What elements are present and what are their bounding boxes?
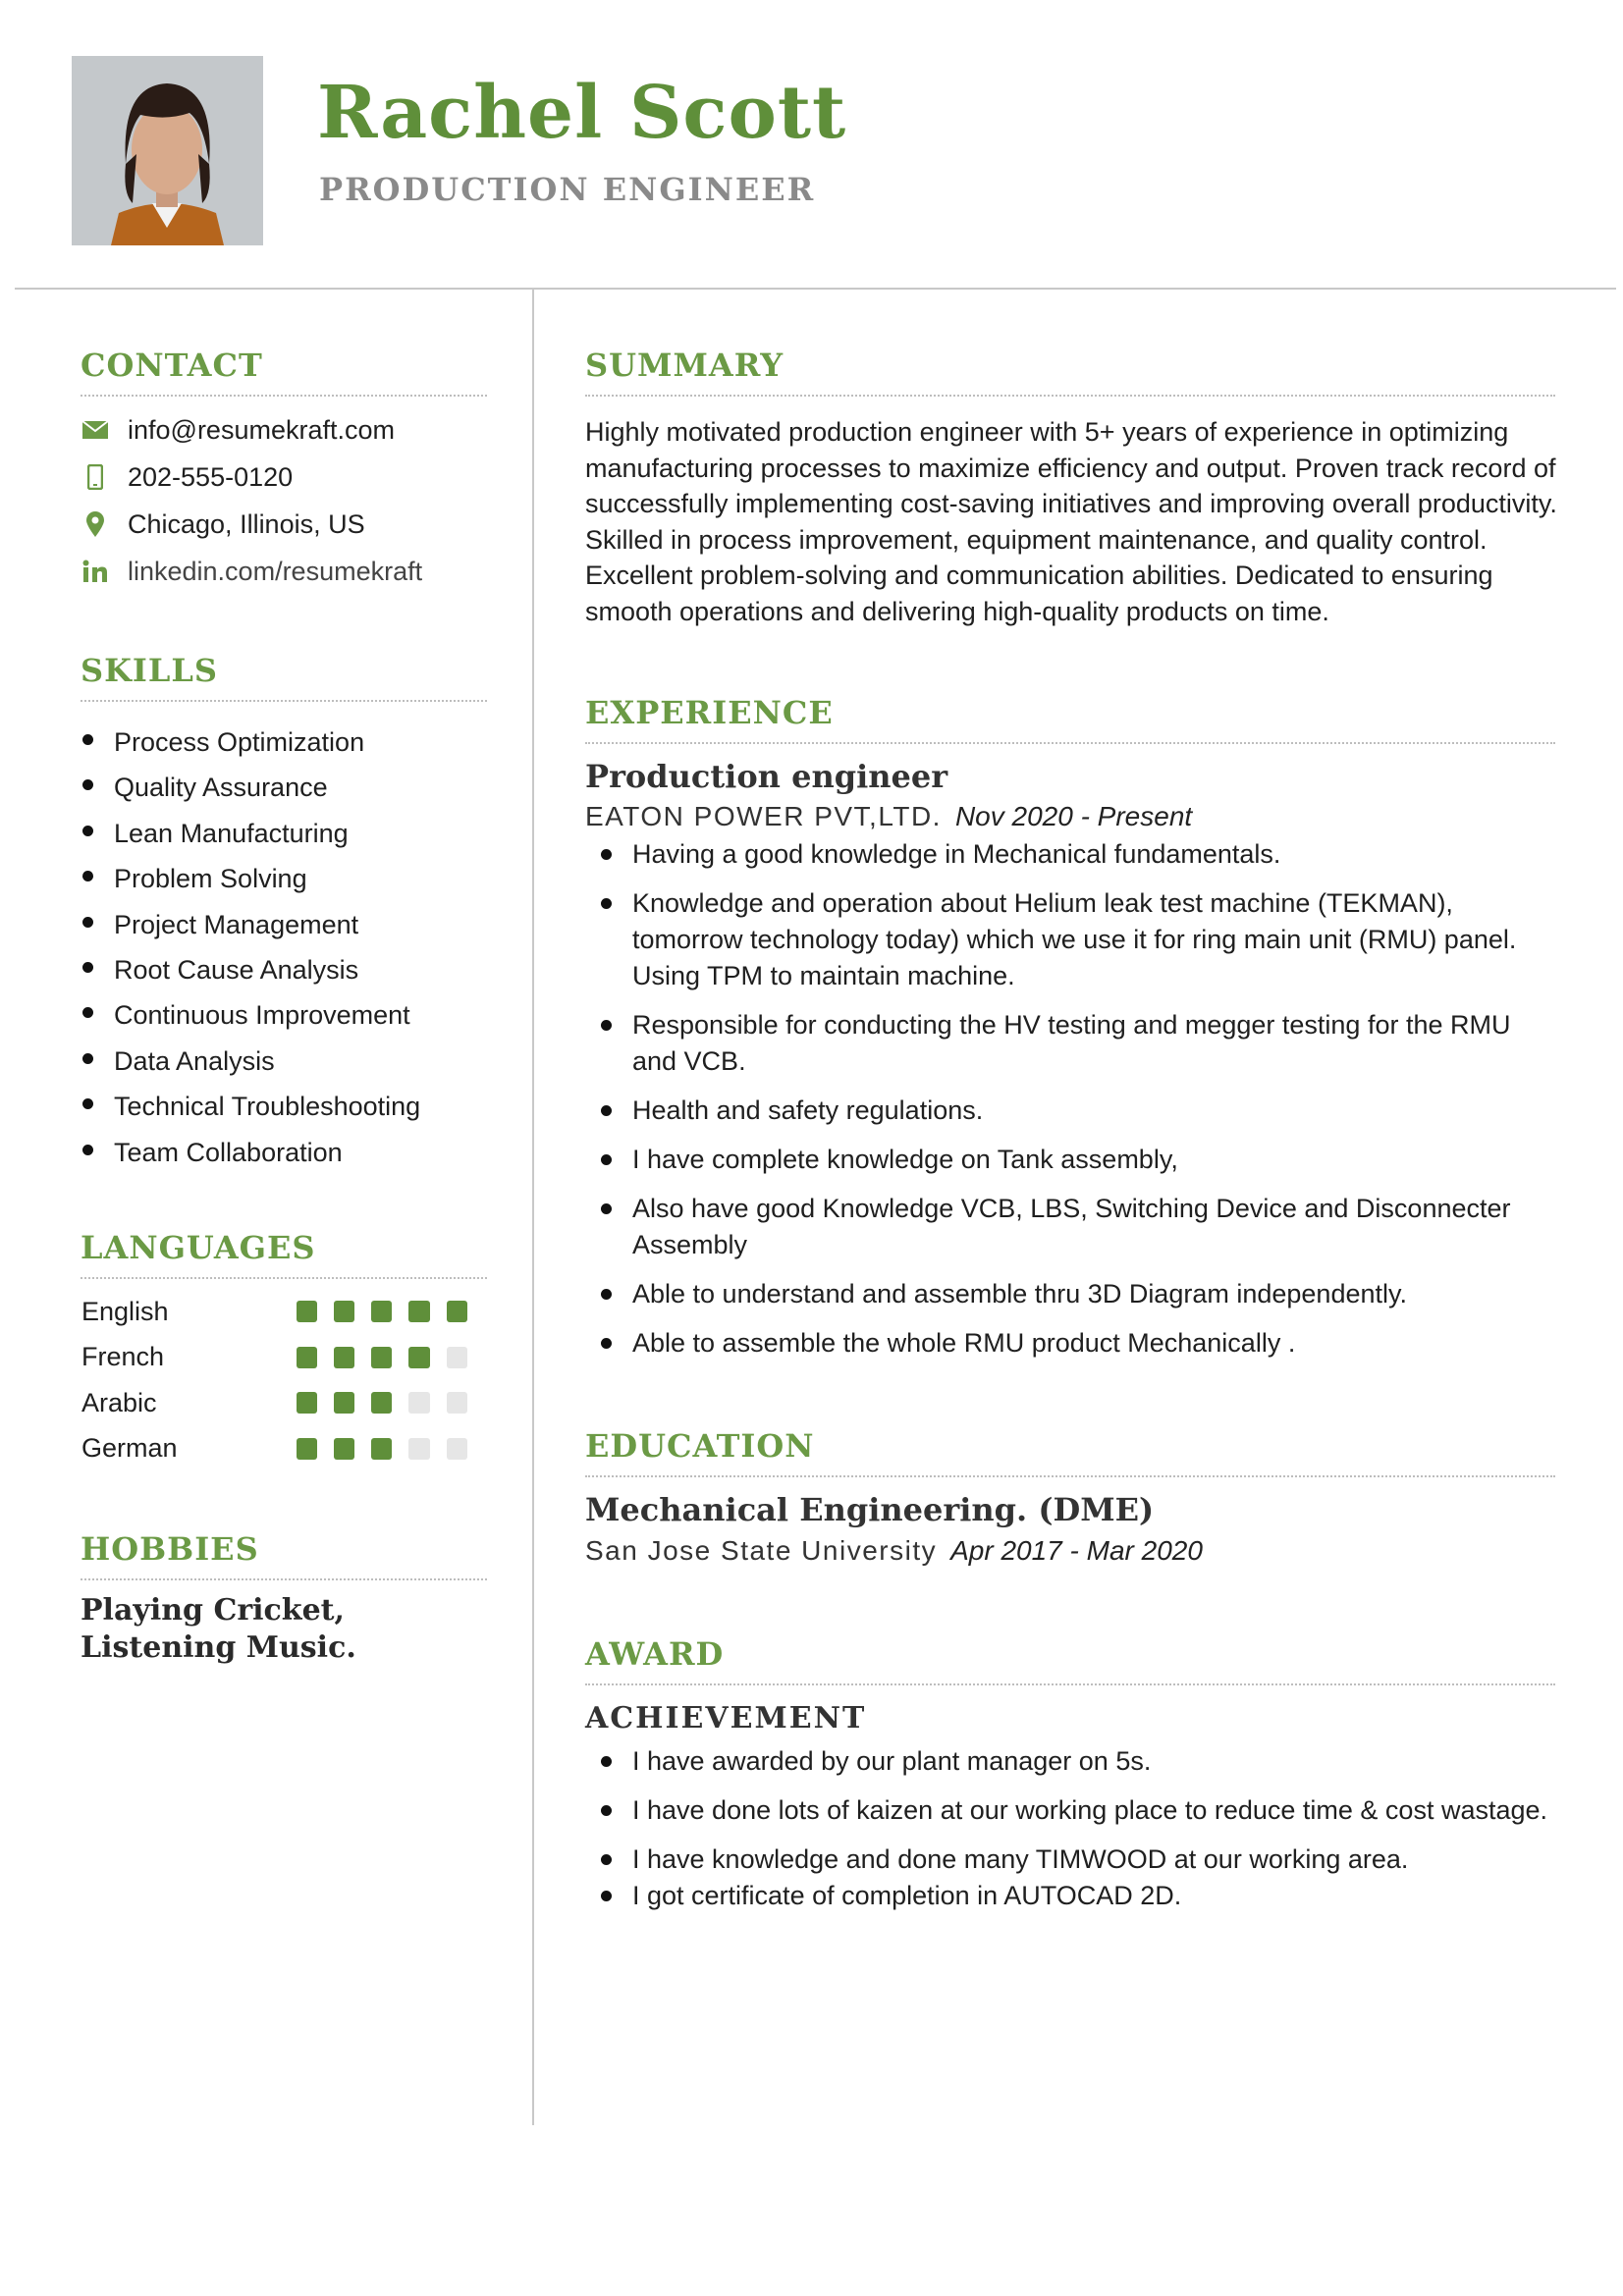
phone-icon: [81, 462, 110, 492]
phone-text[interactable]: 202-555-0120: [128, 461, 294, 492]
contact-linkedin: [81, 552, 422, 591]
proficiency-square-filled: [408, 1301, 429, 1322]
proficiency-square-filled: [297, 1438, 317, 1460]
column-divider: [532, 290, 534, 2125]
proficiency-square-empty: [447, 1347, 467, 1368]
proficiency-square-empty: [408, 1392, 429, 1414]
education-heading: EDUCATION: [585, 1427, 815, 1465]
candidate-name: Rachel Scott: [317, 71, 847, 155]
language-row: [81, 1385, 484, 1420]
skills-heading: SKILLS: [81, 652, 218, 689]
linkedin-icon: [81, 557, 110, 586]
skill-item: Project Management: [81, 902, 493, 947]
location-text: Chicago, Illinois, US: [128, 508, 365, 539]
proficiency-square-filled: [334, 1347, 354, 1368]
skill-item: Team Collaboration: [81, 1130, 493, 1175]
email-icon: [81, 415, 110, 445]
experience-heading: EXPERIENCE: [585, 694, 834, 731]
award-divider: [585, 1683, 1555, 1685]
proficiency-square-filled: [371, 1392, 392, 1414]
profile-photo: [72, 56, 263, 245]
experience-bullet: I have complete knowledge on Tank assembly,: [599, 1142, 1551, 1178]
education-divider: [585, 1475, 1555, 1477]
contact-location: [81, 505, 365, 544]
skills-list: [81, 720, 493, 1175]
experience-bullet: Also have good Knowledge VCB, LBS, Switching Device and Disconnecter Assembly: [599, 1191, 1551, 1263]
proficiency-square-empty: [447, 1438, 467, 1460]
proficiency-square-filled: [334, 1301, 354, 1322]
contact-phone: [81, 457, 293, 497]
contact-heading: CONTACT: [81, 347, 263, 384]
email-text[interactable]: info@resumekraft.com: [128, 414, 395, 445]
language-name: German: [81, 1433, 178, 1463]
skill-item: Data Analysis: [81, 1039, 493, 1084]
hobbies-divider: [81, 1578, 487, 1580]
award-heading: AWARD: [585, 1635, 725, 1673]
experience-bullet: Health and safety regulations.: [599, 1093, 1551, 1129]
experience-bullet: Responsible for conducting the HV testing and megger testing for the RMU and VCB.: [599, 1007, 1551, 1080]
proficiency-square-filled: [297, 1347, 317, 1368]
experience-bullet: Having a good knowledge in Mechanical fundamentals.: [599, 836, 1551, 873]
skill-item: Lean Manufacturing: [81, 811, 493, 856]
company-name: EATON POWER PVT,LTD.: [585, 801, 942, 831]
languages-heading: LANGUAGES: [81, 1229, 316, 1266]
proficiency-square-empty: [408, 1438, 429, 1460]
contact-divider: [81, 395, 487, 397]
education-degree: Mechanical Engineering. (DME): [585, 1491, 1155, 1528]
education-dates: Apr 2017 - Mar 2020: [950, 1535, 1203, 1566]
proficiency-square-filled: [371, 1347, 392, 1368]
award-subheading: ACHIEVEMENT: [585, 1701, 867, 1735]
job-title-header: PRODUCTION ENGINEER: [319, 171, 816, 208]
skill-item: Technical Troubleshooting: [81, 1084, 493, 1129]
experience-bullet: Able to understand and assemble thru 3D Diagram independently.: [599, 1276, 1551, 1312]
skill-item: Root Cause Analysis: [81, 947, 493, 992]
language-row: [81, 1340, 484, 1375]
award-bullets: [599, 1743, 1551, 1927]
job-company-line: [585, 801, 1192, 832]
award-bullet: I got certificate of completion in AUTOCAD 2D.: [599, 1878, 1551, 1914]
skill-item: Continuous Improvement: [81, 992, 493, 1038]
experience-divider: [585, 742, 1555, 744]
language-name: Arabic: [81, 1387, 157, 1417]
proficiency-square-filled: [334, 1438, 354, 1460]
job-dates: Nov 2020 - Present: [954, 801, 1193, 831]
summary-text: Highly motivated production engineer with 5+ years of experience in optimizing manufacturing processes to maximize efficiency and output. Proven track record of successfully implementing cost-saving initiatives and improving overall productivity. Skilled in process improvement, equipment maintenance, and quality control. Excellent problem-solving and communication abilities. Dedicated to ensuring smooth operations and delivering high-quality products on time.: [585, 417, 1557, 626]
award-bullet: I have done lots of kaizen at our working place to reduce time & cost wastage.: [599, 1792, 1551, 1829]
language-name: French: [81, 1342, 165, 1371]
proficiency-square-filled: [371, 1438, 392, 1460]
experience-bullet: Knowledge and operation about Helium leak test machine (TEKMAN), tomorrow technology today) which we use it for ring main unit (RMU) panel. Using TPM to maintain machine.: [599, 885, 1551, 994]
hobbies-text: Playing Cricket, Listening Music.: [81, 1593, 356, 1665]
language-name: English: [81, 1296, 169, 1326]
summary-divider: [585, 395, 1555, 397]
summary-heading: SUMMARY: [585, 347, 784, 384]
language-row: [81, 1294, 484, 1329]
proficiency-square-filled: [371, 1301, 392, 1322]
hobbies-heading: HOBBIES: [81, 1530, 259, 1568]
skill-item: Quality Assurance: [81, 765, 493, 810]
proficiency-square-filled: [408, 1347, 429, 1368]
languages-divider: [81, 1277, 487, 1279]
header-divider: [15, 288, 1616, 290]
experience-bullet: Able to assemble the whole RMU product Mechanically .: [599, 1325, 1551, 1362]
school-name: San Jose State University: [585, 1535, 938, 1566]
proficiency-square-filled: [297, 1392, 317, 1414]
skill-item: Process Optimization: [81, 720, 493, 765]
location-pin-icon: [81, 509, 110, 539]
proficiency-square-filled: [334, 1392, 354, 1414]
experience-bullets: [599, 836, 1551, 1374]
contact-email: [81, 410, 395, 450]
proficiency-square-filled: [447, 1301, 467, 1322]
skills-divider: [81, 700, 487, 702]
skill-item: Problem Solving: [81, 856, 493, 901]
language-row: [81, 1431, 484, 1467]
linkedin-text[interactable]: linkedin.com/resumekraft: [128, 556, 423, 586]
education-school-line: [585, 1535, 1203, 1567]
proficiency-square-filled: [297, 1301, 317, 1322]
award-bullet: I have awarded by our plant manager on 5s.: [599, 1743, 1551, 1780]
job-position: Production engineer: [585, 758, 948, 795]
proficiency-square-empty: [447, 1392, 467, 1414]
award-bullet: I have knowledge and done many TIMWOOD at our working area.: [599, 1842, 1551, 1878]
